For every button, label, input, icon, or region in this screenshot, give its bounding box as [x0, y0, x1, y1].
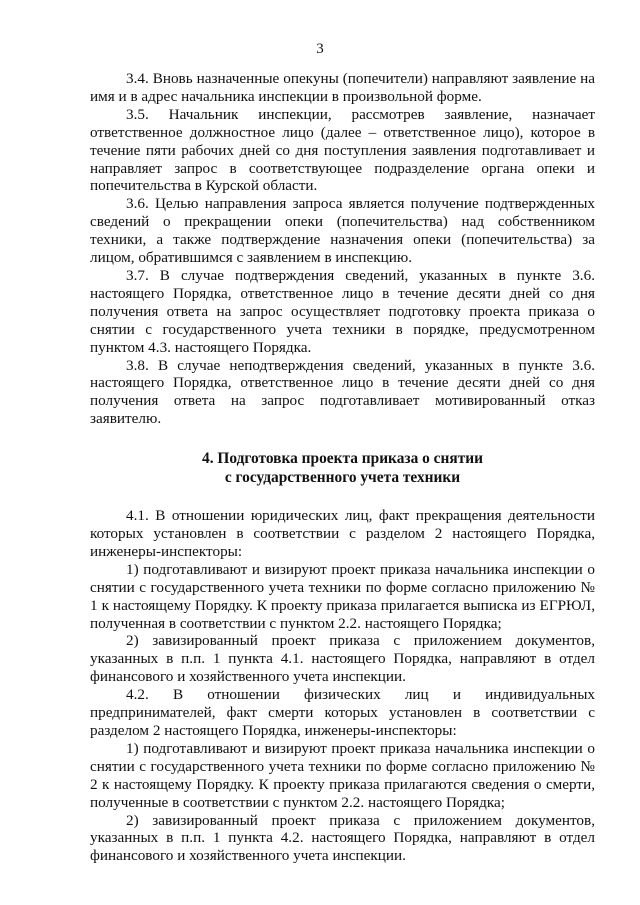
document-body — [90, 70, 595, 865]
section-heading-4 — [90, 450, 595, 487]
paragraph-4-1-item-2: 2) завизированный проект приказа с приложением документов, указанных в п.п. 1 пункта 4.1. настоящего Порядка, направляют в отдел финансового и хозяйственного учета инспекции. — [90, 632, 595, 686]
paragraph-3-5: 3.5. Начальник инспекции, рассмотрев заявление, назначает ответственное должностное лицо (далее – ответственное лицо), которое в течение пяти рабочих дней со дня поступления заявления подготавливает и направляет запрос в соответствующее подразделение органа опеки и попечительства в Курской области. — [90, 105, 595, 195]
section-heading-line-1: 4. Подготовка проекта приказа о снятии — [202, 450, 483, 468]
paragraph-3-4: 3.4. Вновь назначенные опекуны (попечители) направляют заявление на имя и в адрес начальника инспекции в произвольной форме. — [90, 70, 595, 105]
paragraph-3-7: 3.7. В случае подтверждения сведений, указанных в пункте 3.6. настоящего Порядка, ответственное лицо в течение десяти дней со дня получения ответа на запрос осуществляет подготовку проекта приказа о снятии с государственного учета техники в порядке, предусмотренном пунктом 4.3. настоящего Порядка. — [90, 266, 595, 356]
paragraph-3-8: 3.8. В случае неподтверждения сведений, указанных в пункте 3.6. настоящего Порядка, ответственное лицо в течение десяти дней со дня получения ответа на запрос подготавливает мотивированный отказ заявителю. — [90, 356, 595, 428]
paragraph-4-1: 4.1. В отношении юридических лиц, факт прекращения деятельности которых установлен в соответствии с разделом 2 настоящего Порядка, инженеры-инспекторы: — [90, 507, 595, 560]
paragraph-4-2-item-1: 1) подготавливают и визируют проект приказа начальника инспекции о снятии с государственного учета техники по форме согласно приложению № 2 к настоящему Порядку. К проекту приказа прилагаются сведения о смерти, полученные в соответствии с пунктом 2.2. настоящего Порядка; — [90, 739, 595, 811]
paragraph-4-2: 4.2. В отношении физических лиц и индивидуальных предпринимателей, факт смерти которых установлен в соответствии с разделом 2 настоящего Порядка, инженеры-инспекторы: — [90, 686, 595, 739]
paragraph-3-6: 3.6. Целью направления запроса является получение подтвержденных сведений о прекращении опеки (попечительства) над собственником техники, а также подтверждение назначения опеки (попечительства) за лицом, обратившимся с заявлением в инспекцию. — [90, 195, 595, 267]
paragraph-4-1-item-1: 1) подготавливают и визируют проект приказа начальника инспекции о снятии с государственного учета техники по форме согласно приложению № 1 к настоящему Порядку. К проекту приказа прилагается выписка из ЕГРЮЛ, полученная в соответствии с пунктом 2.2. настоящего Порядка; — [90, 560, 595, 632]
paragraph-4-2-item-2: 2) завизированный проект приказа с приложением документов, указанных в п.п. 1 пункта 4.2. настоящего Порядка, направляют в отдел финансового и хозяйственного учета инспекции. — [90, 811, 595, 865]
page-number: 3 — [316, 41, 324, 57]
section-heading-line-2: с государственного учета техники — [224, 468, 461, 486]
